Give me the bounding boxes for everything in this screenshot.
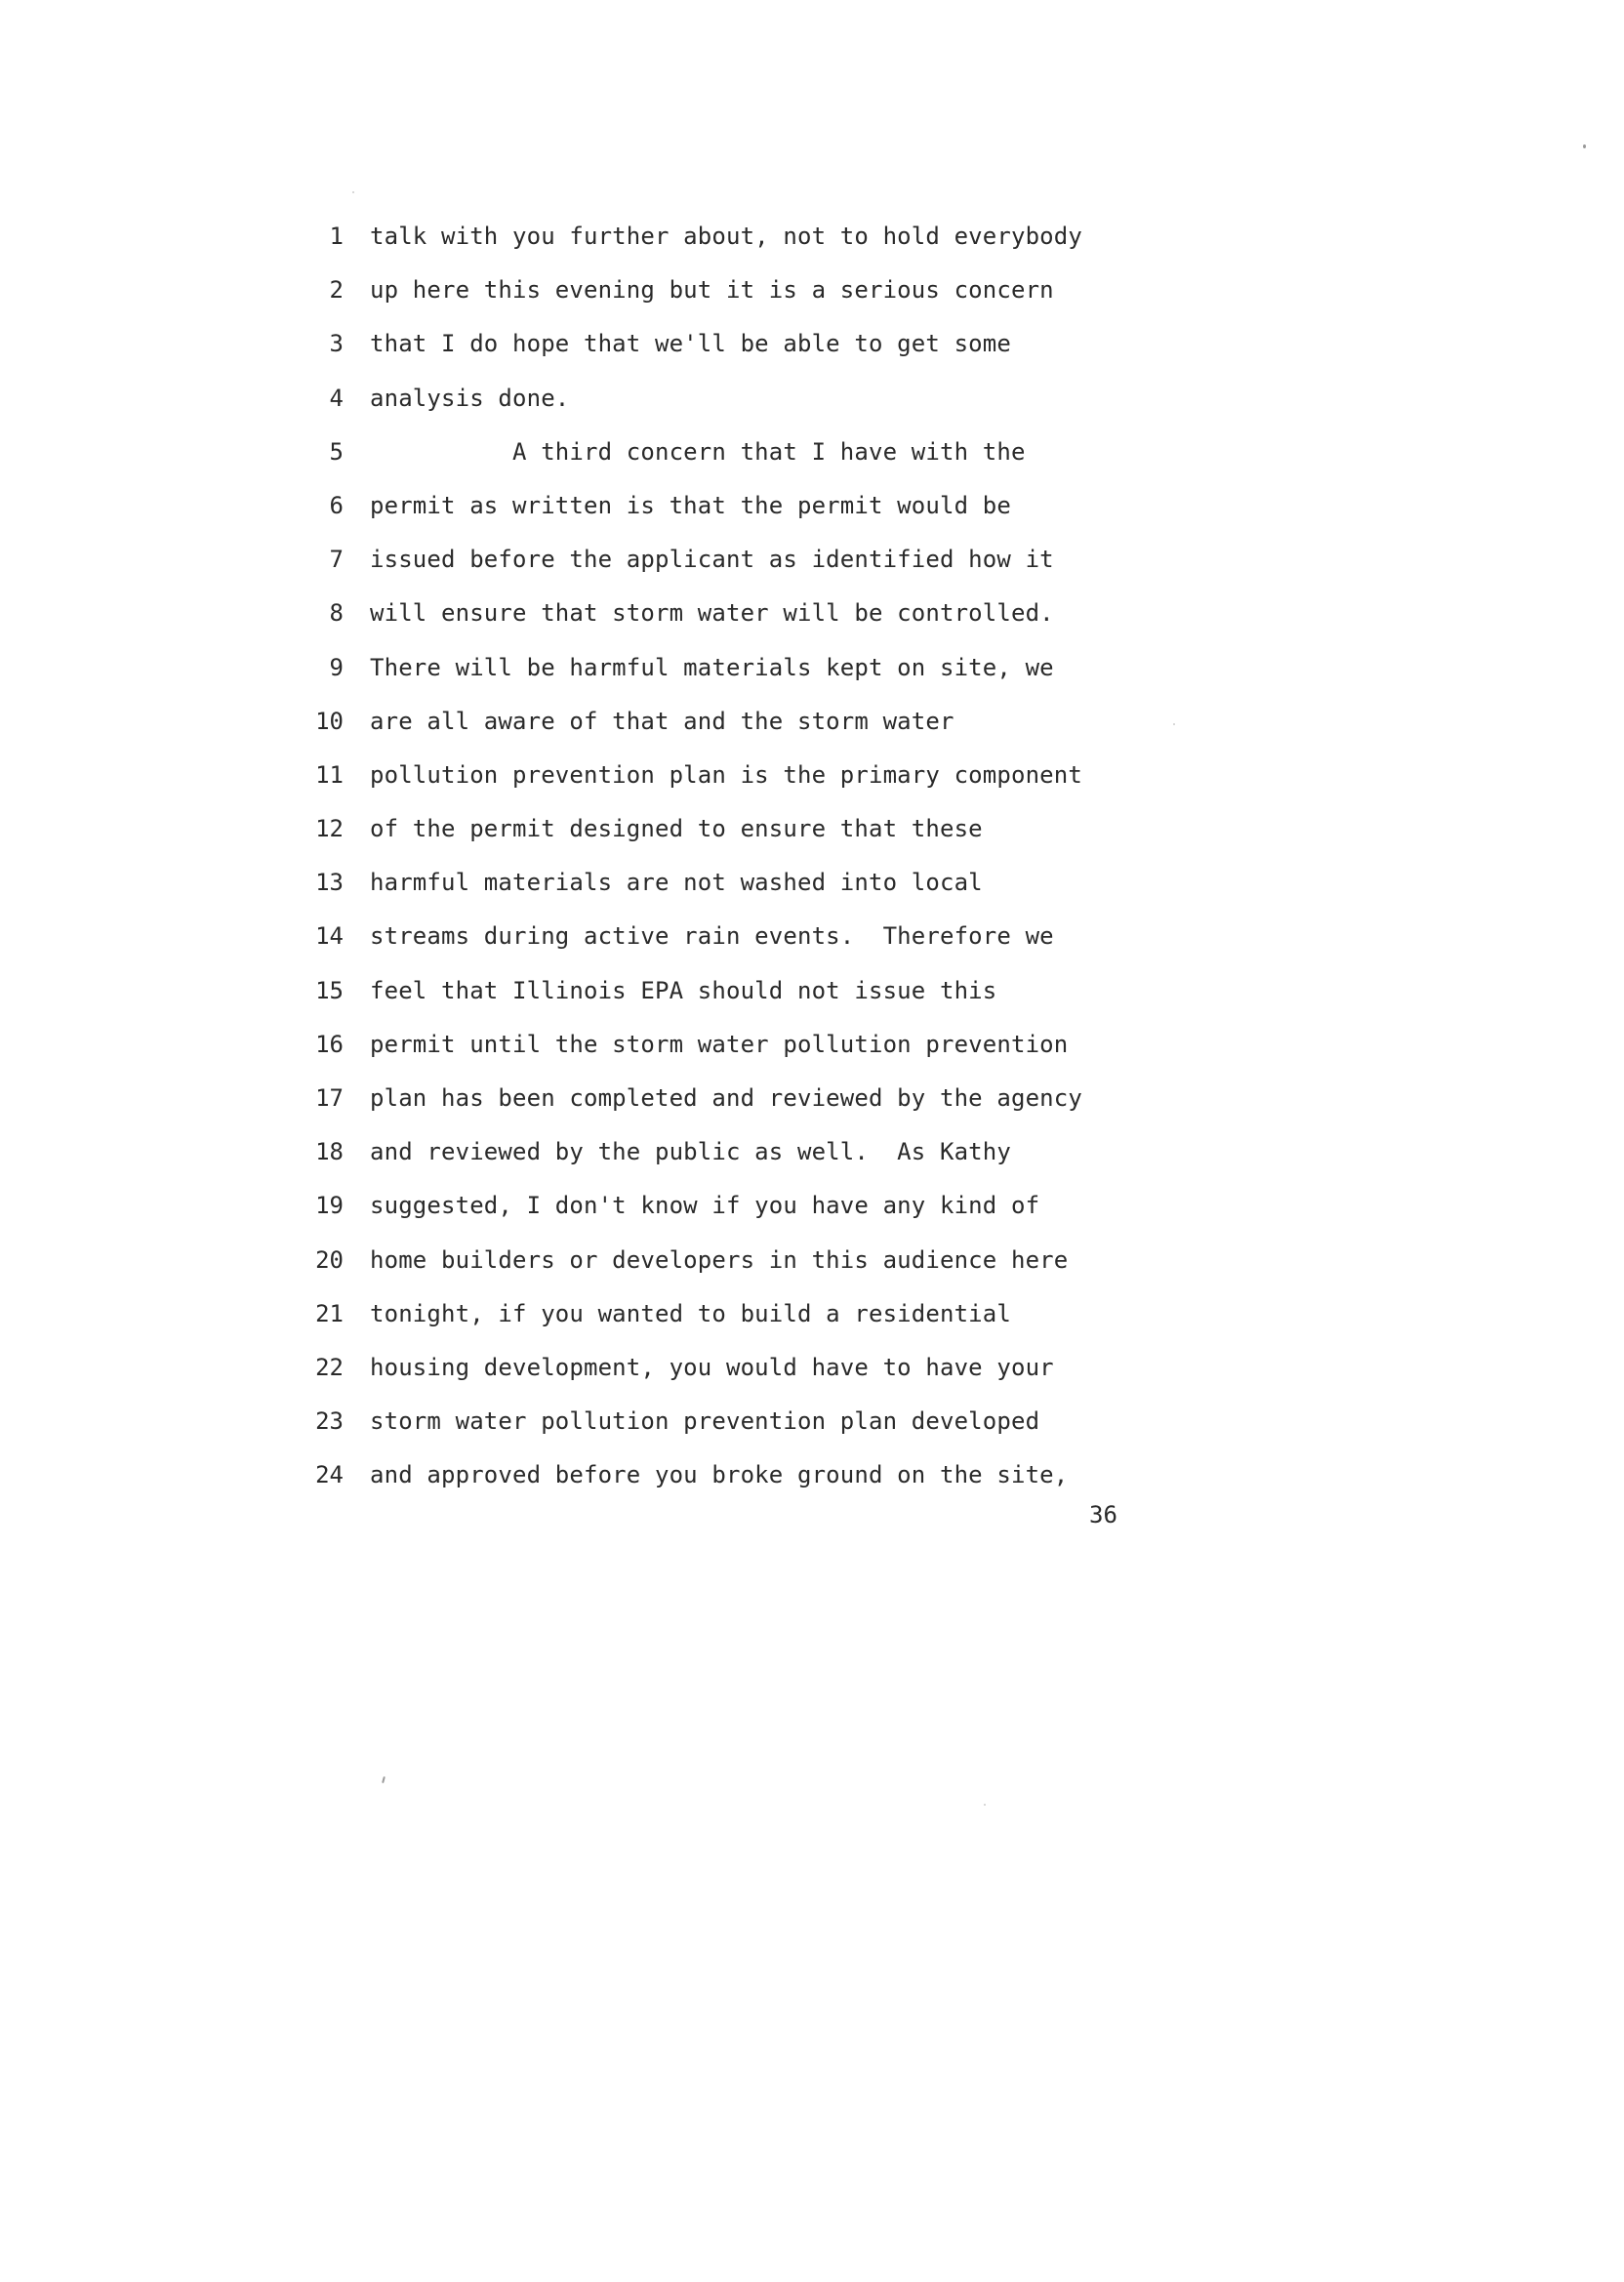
line-text: are all aware of that and the storm water: [370, 707, 954, 735]
line-text: and approved before you broke ground on the site,: [370, 1461, 1069, 1489]
line-number: 17: [315, 1084, 344, 1112]
line-number: 13: [315, 869, 344, 897]
line-text: that I do hope that we'll be able to get some: [370, 330, 1011, 358]
line-number: 8: [329, 599, 344, 628]
transcript-line: [293, 479, 1171, 533]
line-text: will ensure that storm water will be controlled.: [370, 599, 1054, 628]
line-text: permit as written is that the permit would be: [370, 491, 1011, 519]
line-number: 19: [315, 1192, 344, 1220]
line-number: 3: [329, 330, 344, 358]
line-number: 20: [315, 1245, 344, 1274]
line-number: 4: [329, 384, 344, 412]
line-number: 10: [315, 707, 344, 735]
transcript-line: [293, 372, 1171, 426]
line-number: 5: [329, 437, 344, 466]
transcript-line: [293, 910, 1171, 963]
line-number: 23: [315, 1407, 344, 1436]
line-number: 21: [315, 1299, 344, 1327]
line-text: streams during active rain events. Therefore we: [370, 922, 1054, 951]
scan-speck: [1173, 723, 1175, 725]
scan-speck: [382, 1776, 386, 1783]
line-number: 22: [315, 1353, 344, 1381]
transcript-line: [293, 210, 1171, 264]
transcript-line: [293, 426, 1171, 479]
transcript-line: [293, 641, 1171, 695]
line-text: housing development, you would have to have your: [370, 1353, 1054, 1381]
line-text: There will be harmful materials kept on site, we: [370, 653, 1054, 681]
line-text: storm water pollution prevention plan developed: [370, 1407, 1040, 1436]
transcript-line: [293, 856, 1171, 910]
transcript-line: [293, 1234, 1171, 1287]
line-text: up here this evening but it is a serious concern: [370, 276, 1054, 305]
scan-speck: [1583, 144, 1586, 148]
transcript-line: [293, 964, 1171, 1018]
scan-speck: [984, 1804, 986, 1806]
transcript-line: [293, 802, 1171, 856]
line-text: harmful materials are not washed into local: [370, 869, 983, 897]
transcript-lines: [293, 210, 1171, 1503]
transcript-line: [293, 1072, 1171, 1125]
line-number: 6: [329, 491, 344, 519]
line-text: feel that Illinois EPA should not issue this: [370, 976, 997, 1004]
transcript-line: [293, 1018, 1171, 1072]
line-number: 24: [315, 1461, 344, 1489]
transcript-line: [293, 1125, 1171, 1179]
line-text: talk with you further about, not to hold everybody: [370, 223, 1082, 250]
line-number: 15: [315, 976, 344, 1004]
line-number: 1: [329, 223, 344, 250]
page-number: 36: [1089, 1501, 1117, 1528]
line-text: A third concern that I have with the: [370, 437, 1026, 466]
line-number: 11: [315, 760, 344, 789]
line-text: suggested, I don't know if you have any kind of: [370, 1192, 1040, 1220]
line-text: home builders or developers in this audience here: [370, 1245, 1069, 1274]
line-text: pollution prevention plan is the primary component: [370, 760, 1082, 789]
line-text: and reviewed by the public as well. As Kathy: [370, 1138, 1011, 1166]
line-text: permit until the storm water pollution prevention: [370, 1030, 1069, 1058]
line-number: 16: [315, 1030, 344, 1058]
transcript-line: [293, 1179, 1171, 1233]
line-text: analysis done.: [370, 384, 570, 412]
line-number: 7: [329, 546, 344, 574]
transcript-line: [293, 317, 1171, 371]
transcript-line: [293, 749, 1171, 802]
transcript-line: [293, 1341, 1171, 1395]
line-text: issued before the applicant as identified how it: [370, 546, 1054, 574]
scan-speck: [352, 191, 354, 193]
transcript-line: [293, 533, 1171, 587]
transcript-line: [293, 1448, 1171, 1502]
transcript-line: [293, 1395, 1171, 1448]
line-text: tonight, if you wanted to build a residential: [370, 1299, 1011, 1327]
line-number: 12: [315, 815, 344, 843]
line-text: plan has been completed and reviewed by the agency: [370, 1084, 1082, 1112]
transcript-line: [293, 264, 1171, 317]
line-number: 14: [315, 922, 344, 951]
line-number: 2: [329, 276, 344, 305]
line-number: 18: [315, 1138, 344, 1166]
transcript-line: [293, 587, 1171, 640]
line-number: 9: [329, 653, 344, 681]
line-text: of the permit designed to ensure that these: [370, 815, 983, 843]
transcript-line: [293, 695, 1171, 749]
transcript-line: [293, 1287, 1171, 1341]
